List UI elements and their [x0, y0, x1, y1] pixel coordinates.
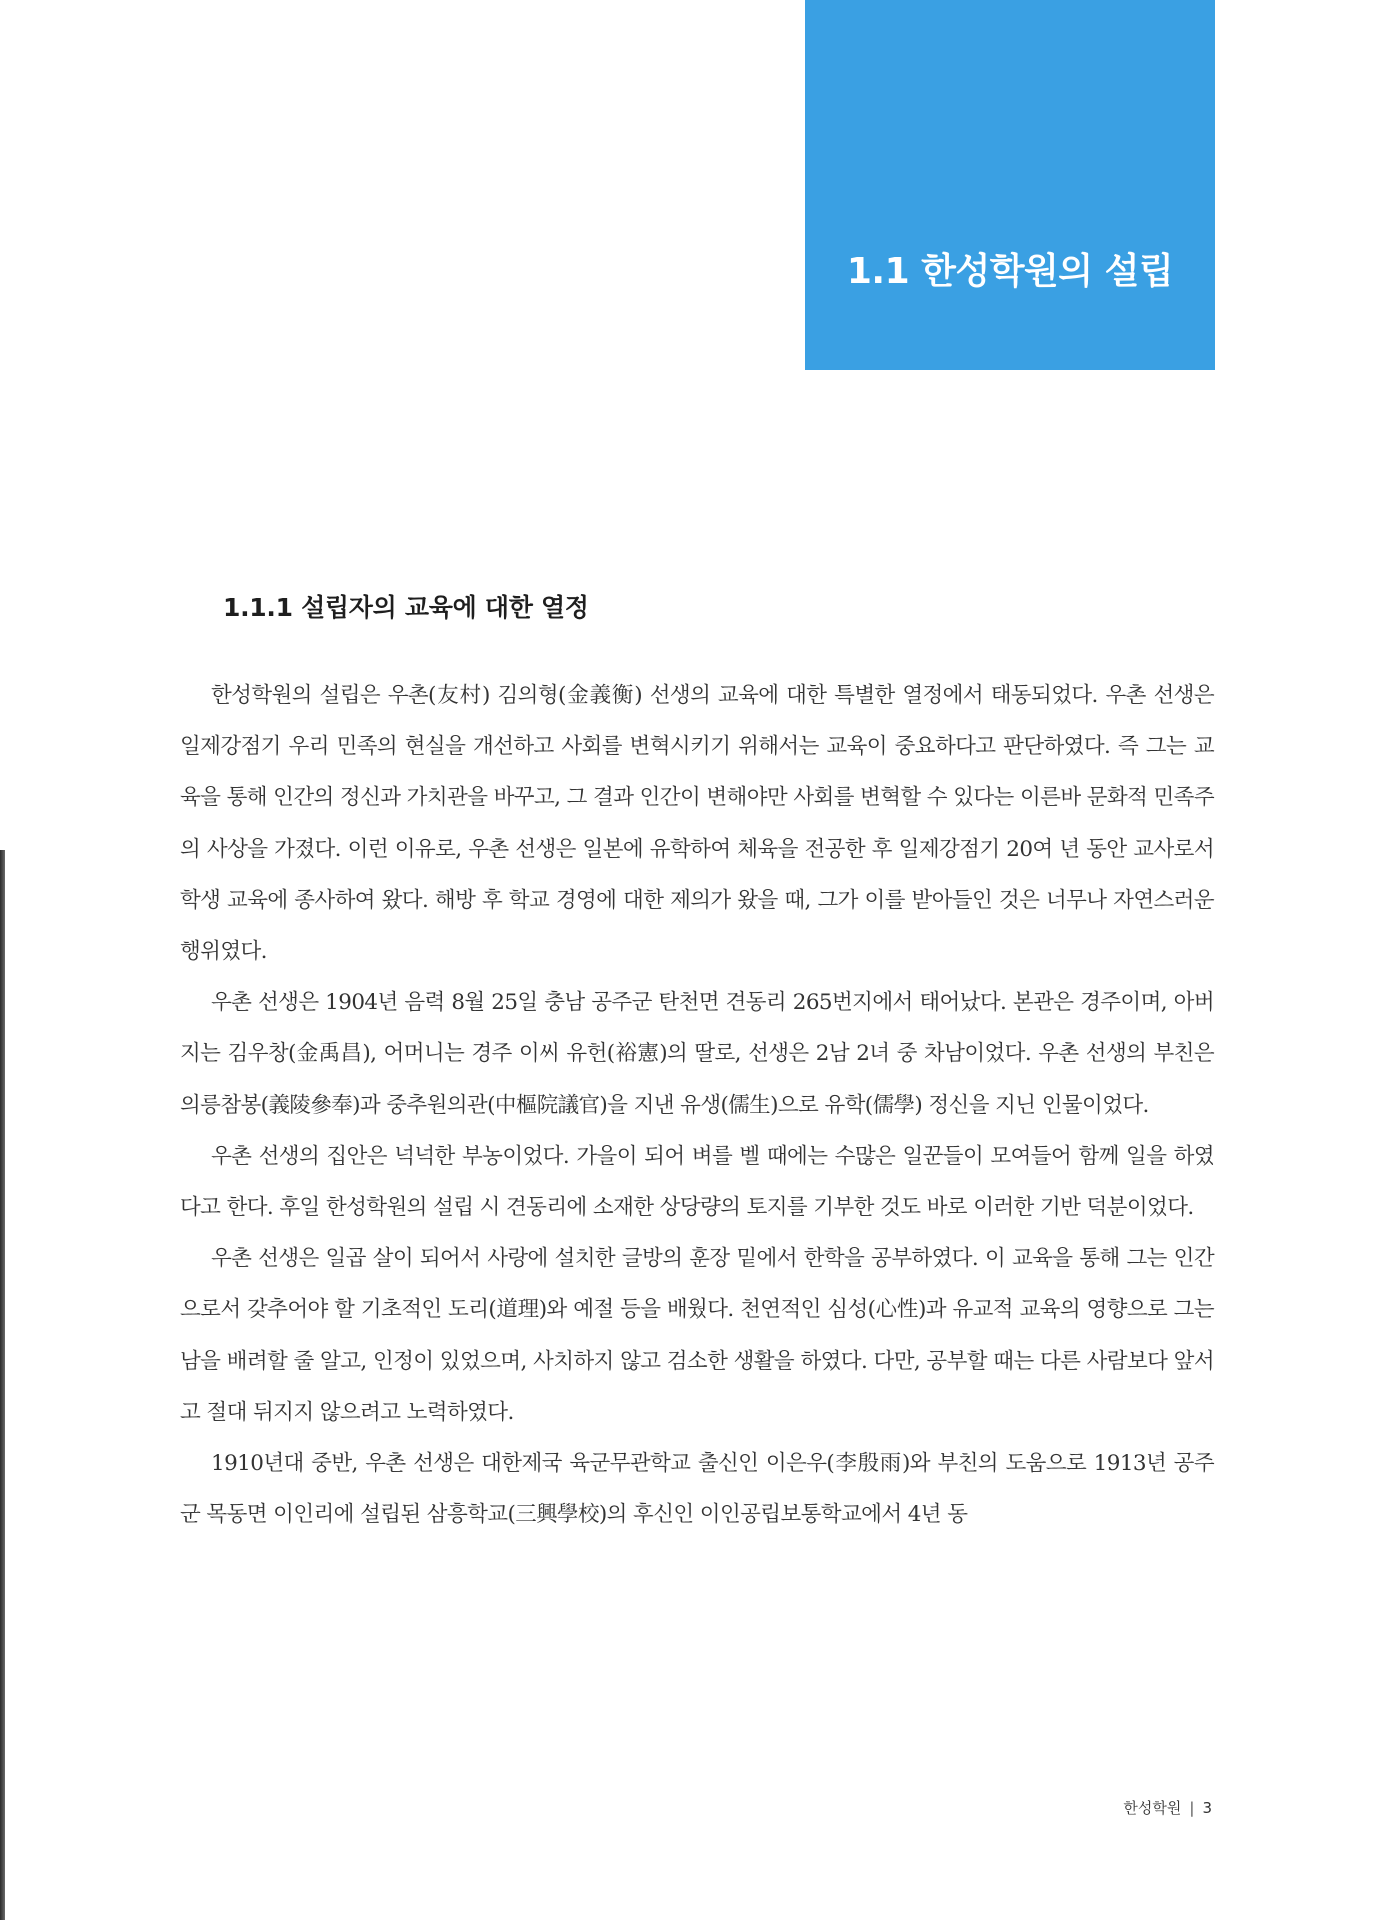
page-number: 3 — [1202, 1799, 1212, 1817]
section-heading: 1.1.1 설립자의 교육에 대한 열정 — [223, 593, 589, 622]
chapter-title-box — [805, 0, 1215, 370]
body-text — [180, 670, 1214, 1540]
footer-book-title: 한성학원 — [1123, 1799, 1182, 1817]
footer-separator: | — [1189, 1799, 1195, 1817]
paragraph-5: 1910년대 중반, 우촌 선생은 대한제국 육군무관학교 출신인 이은우(李殷雨)와 부친의 도움으로 1913년 공주군 목동면 이인리에 설립된 삼흥학교(三興學校)의 후신인 이인공립보통학교에서 4년 동 — [180, 1451, 1214, 1528]
page-footer — [1123, 1797, 1212, 1818]
paragraph-3: 우촌 선생의 집안은 넉넉한 부농이었다. 가을이 되어 벼를 벨 때에는 수많은 일꾼들이 모여들어 함께 일을 하였다고 한다. 후일 한성학원의 설립 시 견동리에 소재한 상당량의 토지를 기부한 것도 바로 이러한 기반 덕분이었다. — [180, 1143, 1214, 1221]
paragraph-1: 한성학원의 설립은 우촌(友村) 김의형(金義衡) 선생의 교육에 대한 특별한 열정에서 태동되었다. 우촌 선생은 일제강점기 우리 민족의 현실을 개선하고 사회를 변혁시키기 위해서는 교육이 중요하다고 판단하였다. 즉 그는 교육을 통해 인간의 정신과 가치관을 바꾸고, 그 결과 인간이 변해야만 사회를 변혁할 수 있다는 이른바 문화적 민족주의 사상을 가졌다. 이런 이유로, 우촌 선생은 일본에 유학하여 체육을 전공한 후 일제강점기 20여 년 동안 교사로서 학생 교육에 종사하여 왔다. 해방 후 학교 경영에 대한 제의가 왔을 때, 그가 이를 받아들인 것은 너무나 자연스러운 행위였다. — [180, 683, 1214, 965]
paragraph-4: 우촌 선생은 일곱 살이 되어서 사랑에 설치한 글방의 훈장 밑에서 한학을 공부하였다. 이 교육을 통해 그는 인간으로서 갖추어야 할 기초적인 도리(道理)와 예절 등을 배웠다. 천연적인 심성(心性)과 유교적 교육의 영향으로 그는 남을 배려할 줄 알고, 인정이 있었으며, 사치하지 않고 검소한 생활을 하였다. 다만, 공부할 때는 다른 사람보다 앞서고 절대 뒤지지 않으려고 노력하였다. — [180, 1246, 1214, 1425]
scan-edge-shadow — [0, 850, 5, 1920]
chapter-title: 1.1 한성학원의 설립 — [846, 251, 1174, 292]
paragraph-2: 우촌 선생은 1904년 음력 8월 25일 충남 공주군 탄천면 견동리 265번지에서 태어났다. 본관은 경주이며, 아버지는 김우창(金禹昌), 어머니는 경주 이씨 유헌(裕憲)의 딸로, 선생은 2남 2녀 중 차남이었다. 우촌 선생의 부친은 의릉참봉(義陵參奉)과 중추원의관(中樞院議官)을 지낸 유생(儒生)으로 유학(儒學) 정신을 지닌 인물이었다. — [180, 990, 1214, 1118]
